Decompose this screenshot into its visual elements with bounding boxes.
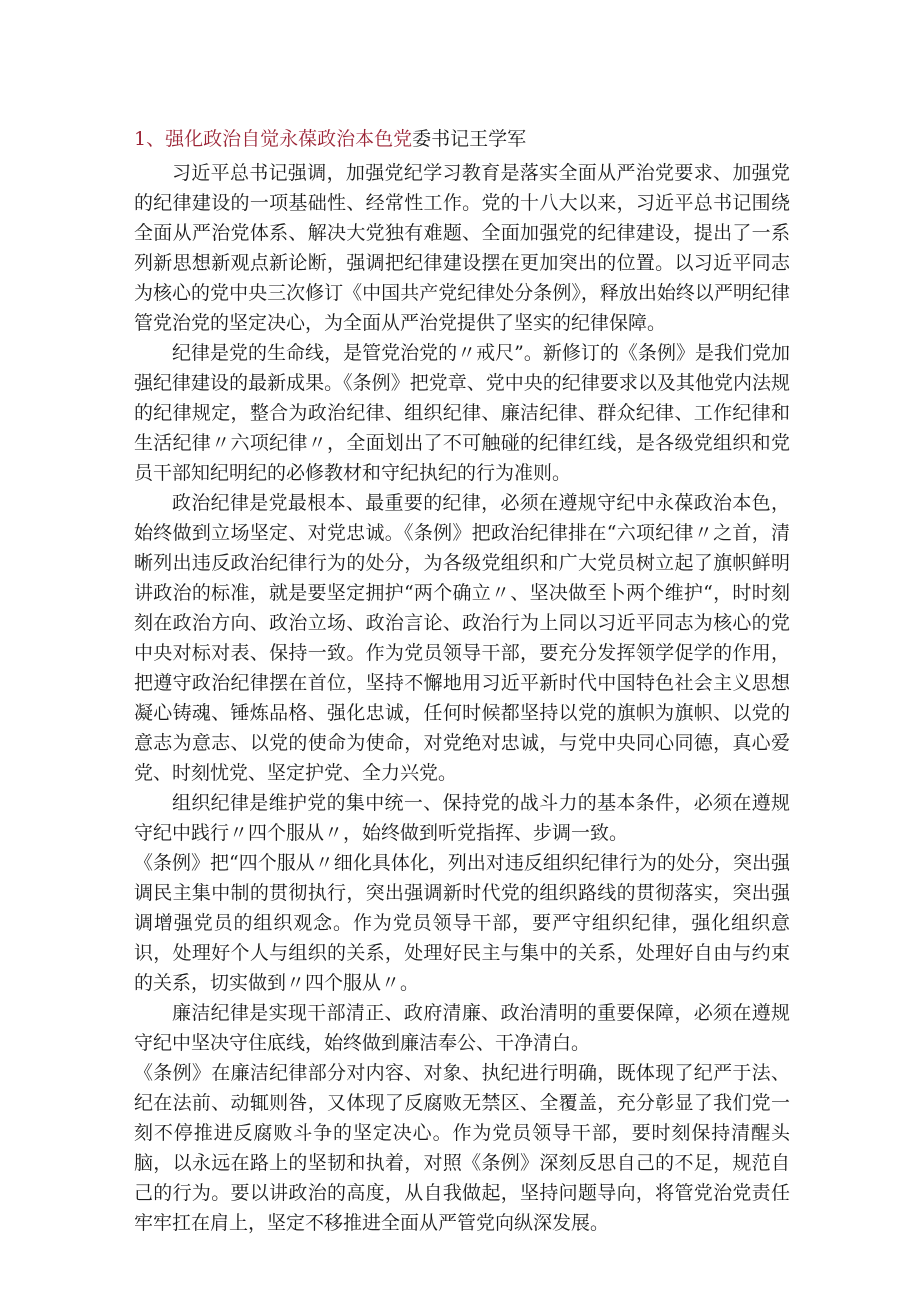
- section-heading: [134, 124, 790, 154]
- paragraph-organizational-discipline: 组织纪律是维护党的集中统一、保持党的战斗力的基本条件，必须在遵规守纪中践行〃四个服从〃，始终做到听党指挥、步调一致。: [134, 792, 790, 844]
- paragraph-organizational-regulations: 《条例》把“四个服从〃细化具体化，列出对违反组织纪律行为的处分，突出强调民主集中制的贯彻执行，突出强调新时代党的组织路线的贯彻落实，突出强调增强党员的组织观念。作为党员领导干部，要严守组织纪律，强化组织意识，处理好个人与组织的关系，处理好民主与集中的关系，处理好自由与约束的关系，切实做到〃四个服从〃。: [134, 852, 790, 994]
- heading-accent-text: 1、强化政治自觉永葆政治本色党: [134, 128, 413, 150]
- paragraph-intro: 习近平总书记强调，加强党纪学习教育是落实全面从严治党要求、加强党的纪律建设的一项基础性、经常性工作。党的十八大以来，习近平总书记围绕全面从严治党体系、解决大党独有难题、全面加强党的纪律建设，提出了一系列新思想新观点新论断，强调把纪律建设摆在更加突出的位置。以习近平同志为核心的党中央三次修订《中国共产党纪律处分条例》，释放出始终以严明纪律管党治党的坚定决心，为全面从严治党提供了坚实的纪律保障。: [134, 162, 790, 334]
- paragraph-integrity-discipline: 廉洁纪律是实现干部清正、政府清廉、政治清明的重要保障，必须在遵规守纪中坚决守住底线，始终做到廉洁奉公、干净清白。: [134, 1002, 790, 1054]
- document-page: [134, 124, 790, 1238]
- paragraph-discipline-lifeline: 纪律是党的生命线，是管党治党的〃戒尺”。新修订的《条例》是我们党加强纪律建设的最新成果。《条例》把党章、党中央的纪律要求以及其他党内法规的纪律规定，整合为政治纪律、组织纪律、廉洁纪律、群众纪律、工作纪律和生活纪律〃六项纪律〃，全面划出了不可触碰的纪律红线，是各级党组织和党员干部知纪明纪的必修教材和守纪执纪的行为准则。: [134, 342, 790, 484]
- paragraph-integrity-regulations: 《条例》在廉洁纪律部分对内容、对象、执纪进行明确，既体现了纪严于法、纪在法前、动辄则咎，又体现了反腐败无禁区、全覆盖，充分彰显了我们党一刻不停推进反腐败斗争的坚定决心。作为党员领导干部，要时刻保持清醒头脑，以永远在路上的坚韧和执着，对照《条例》深刻反思自己的不足，规范自己的行为。要以讲政治的高度，从自我做起，坚持问题导向，将管党治党责任牢牢扛在肩上，坚定不移推进全面从严管党向纵深发展。: [134, 1062, 790, 1234]
- heading-author-text: 委书记王学军: [412, 128, 527, 150]
- paragraph-political-discipline: 政治纪律是党最根本、最重要的纪律，必须在遵规守纪中永葆政治本色，始终做到立场坚定、对党忠诚。《条例》把政治纪律排在“六项纪律〃之首，清晰列出违反政治纪律行为的处分，为各级党组织和广大党员树立起了旗帜鲜明讲政治的标准，就是要坚定拥护“两个确立〃、坚决做至卜两个维护“，时时刻刻在政治方向、政治立场、政治言论、政治行为上同以习近平同志为核心的党中央对标对表、保持一致。作为党员领导干部，要充分发挥领学促学的作用，把遵守政治纪律摆在首位，坚持不懈地用习近平新时代中国特色社会主义思想凝心铸魂、锤炼品格、强化忠诚，任何时候都坚持以党的旗帜为旗帜、以党的意志为意志、以党的使命为使命，对党绝对忠诚，与党中央同心同德，真心爱党、时刻忧党、坚定护党、全力兴党。: [134, 492, 790, 784]
